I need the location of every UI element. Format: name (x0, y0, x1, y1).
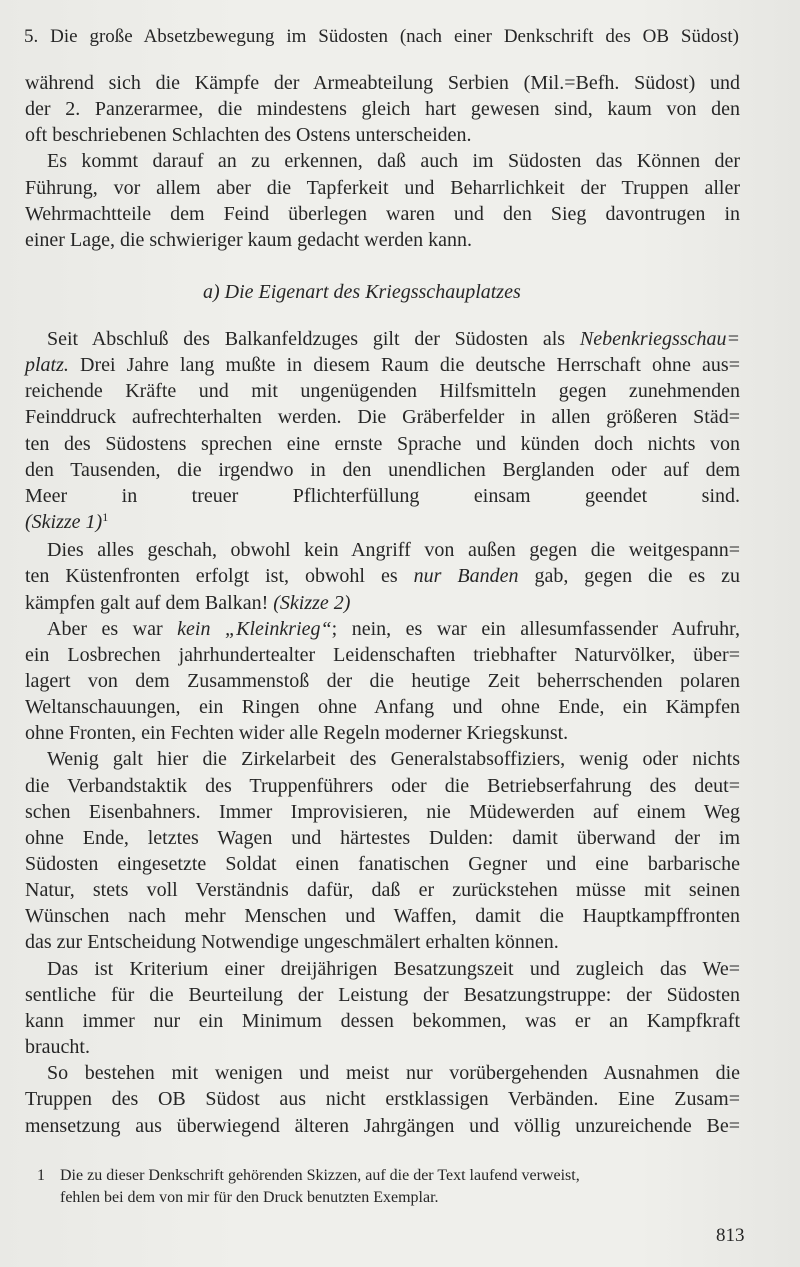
text-run: die Verbandstaktik des Truppenführers oder die Betriebserfahrung des deut= (25, 774, 740, 797)
text-line (25, 694, 740, 720)
italic-text: kein „Kleinkrieg“ (177, 617, 332, 640)
text-run: mensetzung aus überwiegend älteren Jahrgängen und völlig unzureichende Be= (25, 1114, 740, 1137)
text-run: ein Losbrechen jahrhundertealter Leidenschaften triebhafter Naturvölker, über= (25, 643, 740, 666)
text-run: kämpfen galt auf dem Balkan! (25, 591, 274, 614)
text-run: Seit Abschluß des Balkanfeldzuges gilt der Südosten als (47, 328, 580, 350)
text-line (25, 929, 740, 955)
footnote-line (37, 1165, 580, 1187)
text-line (47, 616, 740, 642)
text-run: Wehrmachtteile dem Feind überlegen waren und den Sieg davontrugen in (25, 202, 740, 225)
text-line (25, 773, 740, 799)
footnote-reference: 1 (102, 510, 109, 525)
text-run: Drei Jahre lang mußte in diesem Raum die deutsche Herrschaft ohne aus= (68, 354, 740, 377)
page-number: 813 (716, 1225, 745, 1246)
text-line (25, 563, 740, 589)
text-line (47, 326, 740, 352)
text-run: Führung, vor allem aber die Tapferkeit und Beharrlichkeit der Truppen aller (25, 176, 740, 199)
text-run: ; nein, es war ein allesumfassender Aufruhr, (331, 617, 741, 640)
text-run: Südosten eingesetzte Soldat einen fanatischen Gegner und eine barbarische (25, 853, 740, 875)
text-line (25, 483, 740, 509)
text-run: Weltanschauungen, ein Ringen ohne Anfang und ohne Ende, ein Kämpfen (25, 696, 740, 719)
text-line (25, 877, 740, 903)
footnote-number: 1 (37, 1167, 45, 1184)
italic-text: (Skizze 1) (25, 511, 103, 534)
text-line (25, 404, 740, 430)
text-line (25, 227, 740, 253)
text-run: ohne Fronten, ein Fechten wider alle Regeln moderner Kriegskunst. (25, 722, 569, 745)
text-line (25, 201, 740, 227)
text-line (25, 431, 740, 457)
text-line (25, 378, 740, 404)
text-line (25, 509, 740, 535)
text-line (47, 537, 740, 563)
text-run: während sich die Kämpfe der Armeabteilung Serbien (Mil.=Befh. Südost) und (25, 72, 740, 94)
text-run: das zur Entscheidung Notwendige ungeschmälert erhalten können. (25, 931, 559, 954)
text-run: Dies alles geschah, obwohl kein Angriff von außen gegen die weitgespann= (47, 539, 740, 562)
text-line (25, 825, 740, 851)
footnote-text: Die zu dieser Denkschrift gehörenden Skizzen, auf die der Text laufend verweist, (60, 1167, 580, 1184)
text-run: gab, gegen die es zu (518, 565, 740, 588)
text-line (25, 851, 740, 877)
text-run: Natur, stets voll Verständnis dafür, daß er zurückstehen müsse mit seinen (25, 879, 740, 902)
text-run: einer Lage, die schwieriger kaum gedacht werden kann. (25, 228, 473, 251)
text-line (25, 982, 740, 1008)
italic-text: nur Banden (413, 565, 519, 588)
text-run: So bestehen mit wenigen und meist nur vorübergehenden Ausnahmen die (47, 1062, 740, 1085)
text-run: lagert von dem Zusammenstoß der die heutige Zeit beherrschenden polaren (25, 669, 740, 692)
text-run: Wünschen nach mehr Menschen und Waffen, damit die Hauptkampffronten (25, 905, 740, 928)
text-line (25, 70, 740, 96)
text-line (25, 720, 740, 746)
text-run: Wenig galt hier die Zirkelarbeit des Generalstabsoffiziers, wenig oder nichts (47, 748, 740, 771)
italic-text: (Skizze 2) (273, 591, 351, 614)
text-run: den Tausenden, die irgendwo in den unendlichen Berglanden oder auf dem (25, 458, 740, 481)
text-line (25, 590, 740, 616)
text-run: ohne Ende, letztes Wagen und härtestes Dulden: damit überwand der im (25, 826, 740, 849)
text-run: ten des Südostens sprechen eine ernste Sprache und künden doch nichts von (25, 432, 740, 455)
text-line (25, 1113, 740, 1139)
text-run: oft beschriebenen Schlachten des Ostens unterscheiden. (25, 124, 472, 147)
text-run: schen Eisenbahners. Immer Improvisieren, nie Müdewerden auf einem Weg (25, 800, 740, 823)
text-line (47, 148, 740, 174)
text-line (25, 1008, 740, 1034)
text-run: ten Küstenfronten erfolgt ist, obwohl es (25, 565, 414, 588)
text-run: Feinddruck aufrechterhalten werden. Die Gräberfelder in allen größeren Städ= (25, 406, 740, 429)
text-line (25, 903, 740, 929)
text-run: braucht. (25, 1036, 90, 1059)
running-head: 5. Die große Absetzbewegung im Südosten (nach einer Denkschrift des OB Südost) (24, 26, 739, 47)
text-line (25, 1034, 740, 1060)
text-run: sentliche für die Beurteilung der Leistung der Besatzungstruppe: der Südosten (25, 983, 740, 1006)
text-line (47, 956, 740, 982)
italic-text: platz. (25, 354, 69, 377)
text-line (25, 352, 740, 378)
text-line (25, 642, 740, 668)
text-line (25, 457, 740, 483)
text-line (25, 1086, 740, 1112)
text-line (47, 1060, 740, 1086)
text-line (25, 96, 740, 122)
text-line (25, 175, 740, 201)
text-run: Meer in treuer Pflichterfüllung einsam geendet sind. (25, 484, 740, 507)
text-line (25, 122, 740, 148)
footnote-line: fehlen bei dem von mir für den Druck benutzten Exemplar. (60, 1189, 439, 1206)
text-run: kann immer nur ein Minimum dessen bekommen, was er an Kampfkraft (25, 1009, 740, 1032)
text-run: Das ist Kriterium einer dreijährigen Besatzungszeit und zugleich das We= (47, 957, 740, 980)
italic-text: Nebenkriegsschau= (579, 328, 740, 350)
text-line (25, 799, 740, 825)
text-run: Truppen des OB Südost aus nicht erstklassigen Verbänden. Eine Zusam= (25, 1088, 740, 1111)
text-run: Es kommt darauf an zu erkennen, daß auch im Südosten das Können der (47, 150, 740, 173)
text-run: Aber es war (47, 617, 178, 640)
text-line (47, 746, 740, 772)
text-run: reichende Kräfte und mit ungenügenden Hilfsmitteln gegen zunehmenden (25, 380, 740, 403)
text-line (25, 668, 740, 694)
section-heading: a) Die Eigenart des Kriegsschauplatzes (203, 281, 521, 303)
text-run: der 2. Panzerarmee, die mindestens gleich hart gewesen sind, kaum von den (25, 98, 740, 121)
